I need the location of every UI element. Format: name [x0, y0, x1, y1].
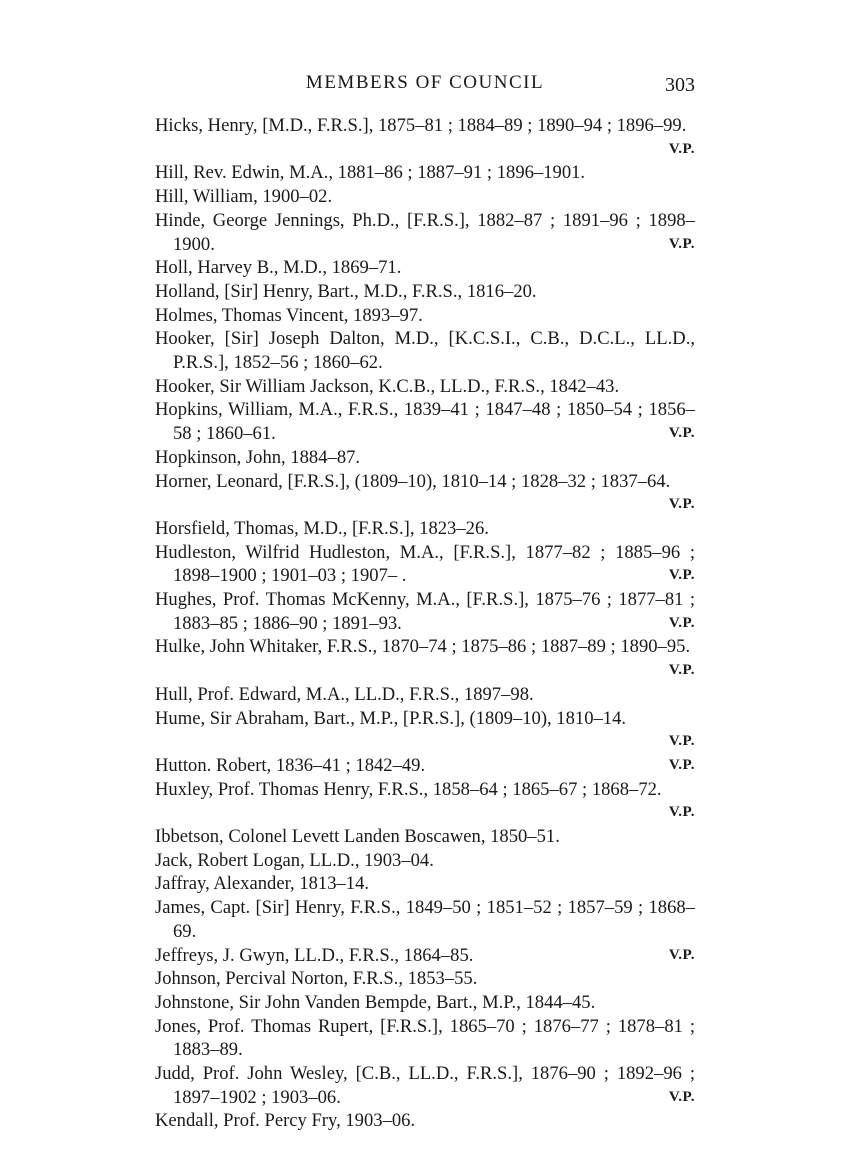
- member-entry: [155, 1062, 695, 1109]
- member-entry: [155, 114, 695, 161]
- member-entry-text: James, Capt. [Sir] Henry, F.R.S., 1849–50 ; 1851–52 ; 1857–59 ; 1868–69.: [155, 897, 695, 942]
- vice-president-mark: V.P.: [668, 425, 695, 442]
- member-entry-text: Hulke, John Whitaker, F.R.S., 1870–74 ; 1875–86 ; 1887–89 ; 1890–95.: [155, 636, 691, 658]
- page-number: 303: [665, 74, 695, 96]
- member-entry-text: Hooker, [Sir] Joseph Dalton, M.D., [K.C.S.I., C.B., D.C.L., LL.D., P.R.S.], 1852–56 ; 1860–62.: [155, 328, 695, 374]
- member-entry-text: Holmes, Thomas Vincent, 1893–97.: [155, 304, 423, 326]
- member-entry-text: Hooker, Sir William Jackson, K.C.B., LL.D., F.R.S., 1842–43.: [155, 375, 620, 397]
- vice-president-mark: V.P.: [668, 733, 695, 750]
- member-entry: [155, 280, 695, 304]
- member-entry-text: Huxley, Prof. Thomas Henry, F.R.S., 1858–64 ; 1865–67 ; 1868–72.: [155, 778, 662, 800]
- member-entry: [155, 872, 695, 896]
- member-entry-text: Holland, [Sir] Henry, Bart., M.D., F.R.S., 1816–20.: [155, 280, 537, 302]
- member-entry: [155, 209, 695, 256]
- vice-president-mark: V.P.: [668, 662, 695, 679]
- member-entry-text: Hinde, George Jennings, Ph.D., [F.R.S.], 1882–87 ; 1891–96 ; 1898–1900.: [155, 209, 695, 255]
- member-entry-text: Johnstone, Sir John Vanden Bempde, Bart., M.P., 1844–45.: [155, 991, 596, 1013]
- member-entry-text: Jones, Prof. Thomas Rupert, [F.R.S.], 1865–70 ; 1876–77 ; 1878–81 ; 1883–89.: [155, 1015, 695, 1061]
- member-entry: [155, 541, 695, 588]
- member-entry-text: Hughes, Prof. Thomas McKenny, M.A., [F.R.S.], 1875–76 ; 1877–81 ; 1883–85 ; 1886–90 ; 1891–93.: [155, 589, 695, 634]
- vice-president-mark: V.P.: [668, 614, 695, 631]
- member-entry-text: Hill, Rev. Edwin, M.A., 1881–86 ; 1887–91 ; 1896–1901.: [155, 162, 586, 184]
- member-entry: [155, 256, 695, 280]
- member-entry-text: Hull, Prof. Edward, M.A., LL.D., F.R.S., 1897–98.: [155, 683, 534, 705]
- member-entry-text: Hume, Sir Abraham, Bart., M.P., [P.R.S.], (1809–10), 1810–14.: [155, 707, 627, 729]
- vice-president-mark: V.P.: [668, 946, 695, 963]
- vice-president-mark: V.P.: [668, 140, 695, 157]
- vice-president-mark: V.P.: [668, 567, 695, 584]
- member-entry: [155, 707, 695, 754]
- member-entry-text: Jack, Robert Logan, LL.D., 1903–04.: [155, 849, 434, 871]
- member-entry-text: Judd, Prof. John Wesley, [C.B., LL.D., F.R.S.], 1876–90 ; 1892–96 ; 1897–1902 ; 1903–06.: [155, 1063, 695, 1108]
- member-entry: [155, 778, 695, 825]
- vice-president-mark: V.P.: [668, 235, 695, 252]
- member-entry: [155, 375, 695, 399]
- member-entry: [155, 991, 695, 1015]
- member-entry: [155, 849, 695, 873]
- member-entry: [155, 588, 695, 635]
- member-entry: [155, 754, 695, 778]
- member-entry-text: Hudleston, Wilfrid Hudleston, M.A., [F.R.S.], 1877–82 ; 1885–96 ; 1898–1900 ; 1901–03 ; 1907– .: [155, 541, 695, 587]
- vice-president-mark: V.P.: [668, 804, 695, 821]
- page-header: [155, 72, 695, 100]
- member-entry: [155, 1109, 695, 1133]
- member-entry: [155, 446, 695, 470]
- member-entry: [155, 517, 695, 541]
- member-entry: [155, 470, 695, 517]
- member-entry: [155, 304, 695, 328]
- member-entry-text: Hutton. Robert, 1836–41 ; 1842–49.: [155, 754, 426, 776]
- vice-president-mark: V.P.: [668, 1088, 695, 1105]
- vice-president-mark: V.P.: [668, 756, 695, 773]
- member-list: [155, 114, 695, 1133]
- member-entry: [155, 161, 695, 185]
- member-entry-text: Kendall, Prof. Percy Fry, 1903–06.: [155, 1110, 416, 1132]
- member-entry: [155, 825, 695, 849]
- member-entry-text: Jaffray, Alexander, 1813–14.: [155, 873, 370, 895]
- member-entry-text: Hopkins, William, M.A., F.R.S., 1839–41 ; 1847–48 ; 1850–54 ; 1856–58 ; 1860–61.: [155, 399, 695, 445]
- member-entry-text: Jeffreys, J. Gwyn, LL.D., F.R.S., 1864–85.: [155, 944, 474, 966]
- member-entry: [155, 1015, 695, 1062]
- vice-president-mark: V.P.: [668, 496, 695, 513]
- member-entry-text: Ibbetson, Colonel Levett Landen Boscawen, 1850–51.: [155, 826, 560, 848]
- member-entry-text: Holl, Harvey B., M.D., 1869–71.: [155, 257, 402, 279]
- member-entry-text: Johnson, Percival Norton, F.R.S., 1853–55.: [155, 968, 478, 990]
- member-entry-text: Hicks, Henry, [M.D., F.R.S.], 1875–81 ; 1884–89 ; 1890–94 ; 1896–99.: [155, 115, 687, 136]
- member-entry: [155, 185, 695, 209]
- member-entry-text: Hopkinson, John, 1884–87.: [155, 446, 361, 468]
- member-entry: [155, 635, 695, 682]
- member-entry: [155, 944, 695, 968]
- member-entry-text: Horner, Leonard, [F.R.S.], (1809–10), 1810–14 ; 1828–32 ; 1837–64.: [155, 470, 671, 492]
- member-entry: [155, 398, 695, 445]
- member-entry: [155, 683, 695, 707]
- member-entry: [155, 896, 695, 943]
- member-entry-text: Horsfield, Thomas, M.D., [F.R.S.], 1823–26.: [155, 517, 489, 539]
- member-entry: [155, 967, 695, 991]
- member-entry: [155, 327, 695, 374]
- running-head: MEMBERS OF COUNCIL: [305, 72, 545, 93]
- member-entry-text: Hill, William, 1900–02.: [155, 186, 333, 208]
